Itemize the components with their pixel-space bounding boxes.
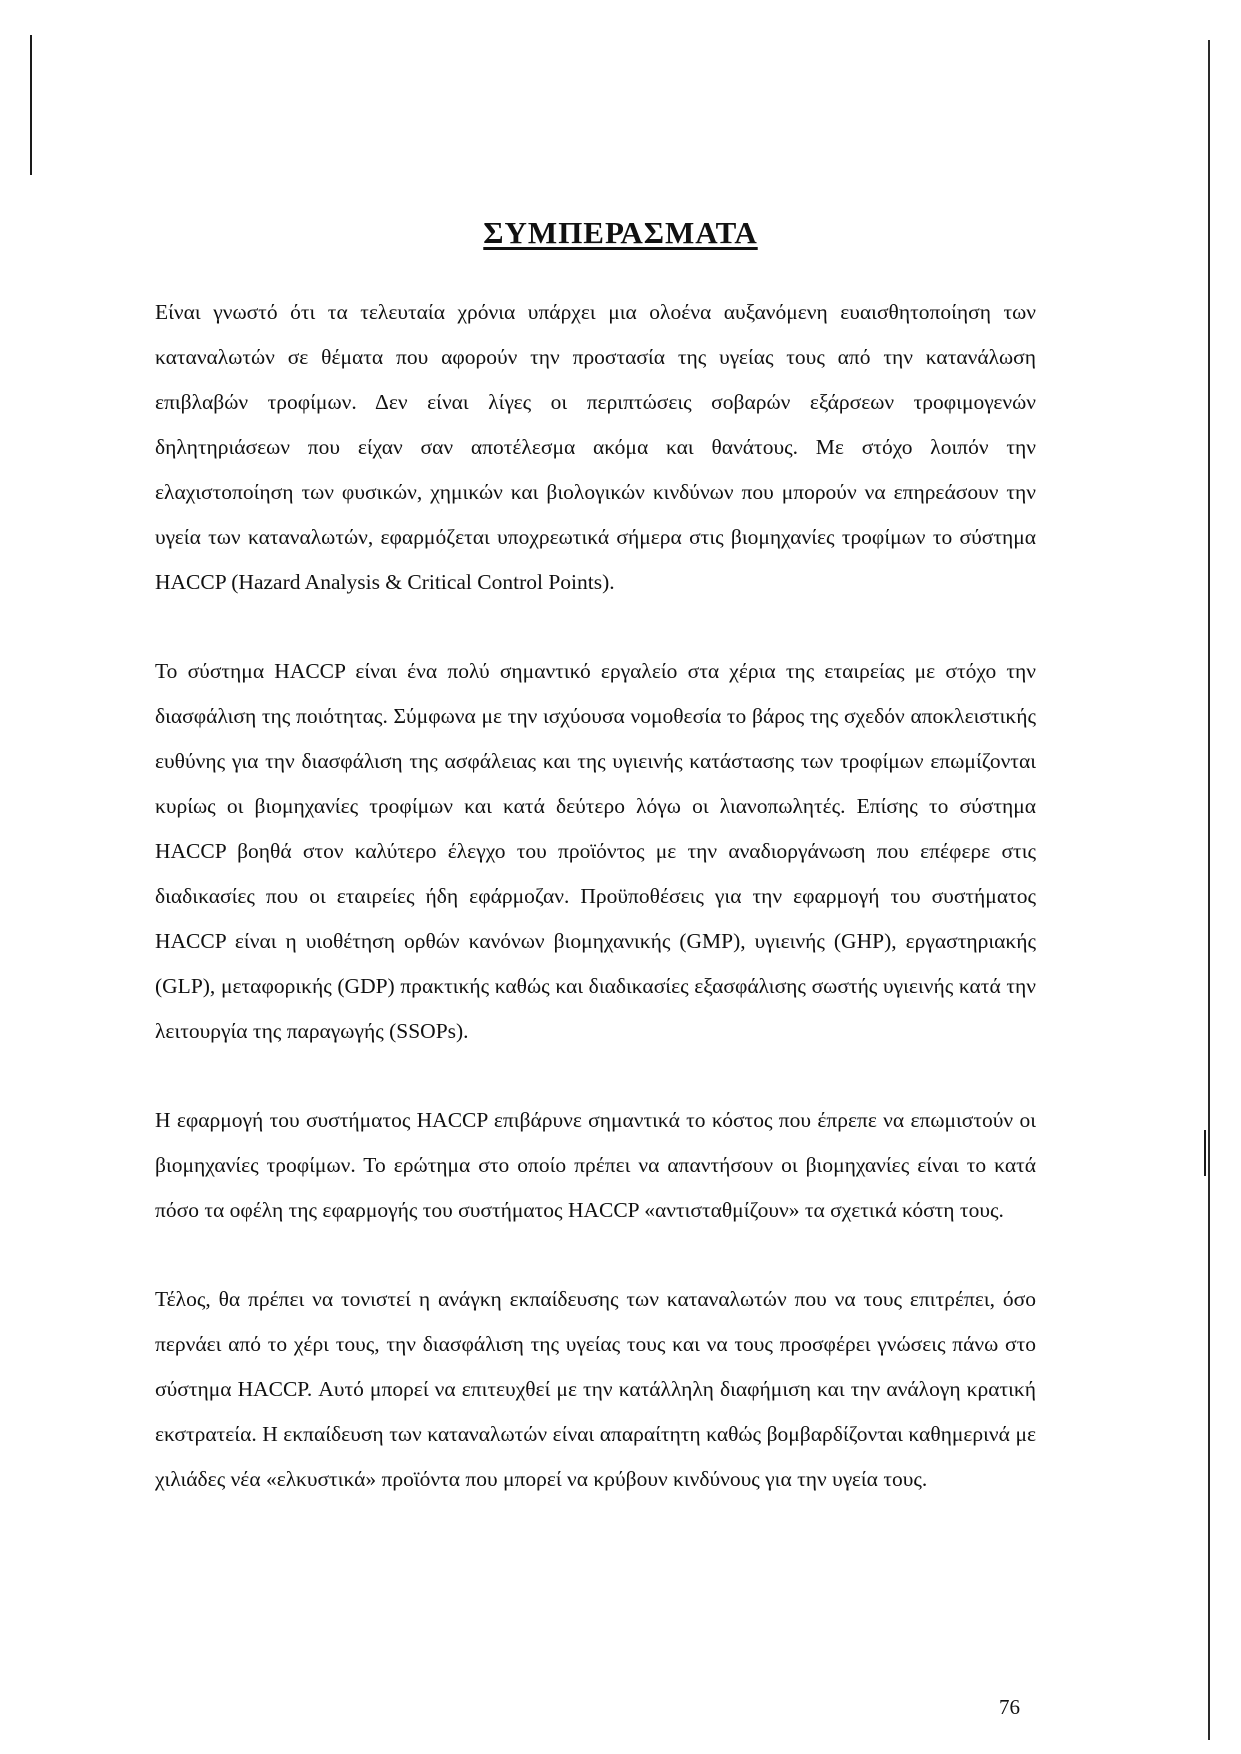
- document-body: [155, 290, 1036, 1546]
- scan-edge-left: [30, 35, 32, 175]
- scan-edge-right: [1208, 40, 1210, 1740]
- paragraph-1: Είναι γνωστό ότι τα τελευταία χρόνια υπάρχει μια ολοένα αυξανόμενη ευαισθητοποίηση των καταναλωτών σε θέματα που αφορούν την προστασία της υγείας τους από την κατανάλωση επιβλαβών τροφίμων. Δεν είναι λίγες οι περιπτώσεις σοβαρών εξάρσεων τροφιμογενών δηλητηριάσεων που είχαν σαν αποτέλεσμα ακόμα και θανάτους. Με στόχο λοιπόν την ελαχιστοποίηση των φυσικών, χημικών και βιολογικών κινδύνων που μπορούν να επηρεάσουν την υγεία των καταναλωτών, εφαρμόζεται υποχρεωτικά σήμερα στις βιομηχανίες τροφίμων το σύστημα HACCP (Hazard Analysis & Critical Control Points).: [155, 300, 1036, 594]
- page-number: 76: [999, 1695, 1020, 1719]
- paragraph-3: Η εφαρμογή του συστήματος HACCP επιβάρυνε σημαντικά το κόστος που έπρεπε να επωμιστούν οι βιομηχανίες τροφίμων. Το ερώτημα στο οποίο πρέπει να απαντήσουν οι βιομηχανίες είναι το κατά πόσο τα οφέλη της εφαρμογής του συστήματος HACCP «αντισταθμίζουν» τα σχετικά κόστη τους.: [155, 1108, 1036, 1222]
- paragraph-2: Το σύστημα HACCP είναι ένα πολύ σημαντικό εργαλείο στα χέρια της εταιρείας με στόχο την διασφάλιση της ποιότητας. Σύμφωνα με την ισχύουσα νομοθεσία το βάρος της σχεδόν αποκλειστικής ευθύνης για την διασφάλιση της ασφάλειας και της υγιεινής κατάστασης των τροφίμων επωμίζονται κυρίως οι βιομηχανίες τροφίμων και κατά δεύτερο λόγω οι λιανοπωλητές. Επίσης το σύστημα HACCP βοηθά στον καλύτερο έλεγχο του προϊόντος με την αναδιοργάνωση που επέφερε στις διαδικασίες που οι εταιρείες ήδη εφάρμοζαν. Προϋποθέσεις για την εφαρμογή του συστήματος HACCP είναι η υιοθέτηση ορθών κανόνων βιομηχανικής (GMP), υγιεινής (GHP), εργαστηριακής (GLP), μεταφορικής (GDP) πρακτικής καθώς και διαδικασίες εξασφάλισης σωστής υγιεινής κατά την λειτουργία της παραγωγής (SSOPs).: [155, 659, 1036, 1043]
- paragraph-4: Τέλος, θα πρέπει να τονιστεί η ανάγκη εκπαίδευσης των καταναλωτών που να τους επιτρέπει, όσο περνάει από το χέρι τους, την διασφάλιση της υγείας τους και να τους προσφέρει γνώσεις πάνω στο σύστημα HACCP. Αυτό μπορεί να επιτευχθεί με την κατάλληλη διαφήμιση και την ανάλογη κρατική εκστρατεία. Η εκπαίδευση των καταναλωτών είναι απαραίτητη καθώς βομβαρδίζονται καθημερινά με χιλιάδες νέα «ελκυστικά» προϊόντα που μπορεί να κρύβουν κινδύνους για την υγεία τους.: [155, 1287, 1036, 1491]
- page-title: ΣΥΜΠΕΡΑΣΜΑΤΑ: [483, 215, 758, 250]
- scan-edge-mark: [1204, 1130, 1206, 1176]
